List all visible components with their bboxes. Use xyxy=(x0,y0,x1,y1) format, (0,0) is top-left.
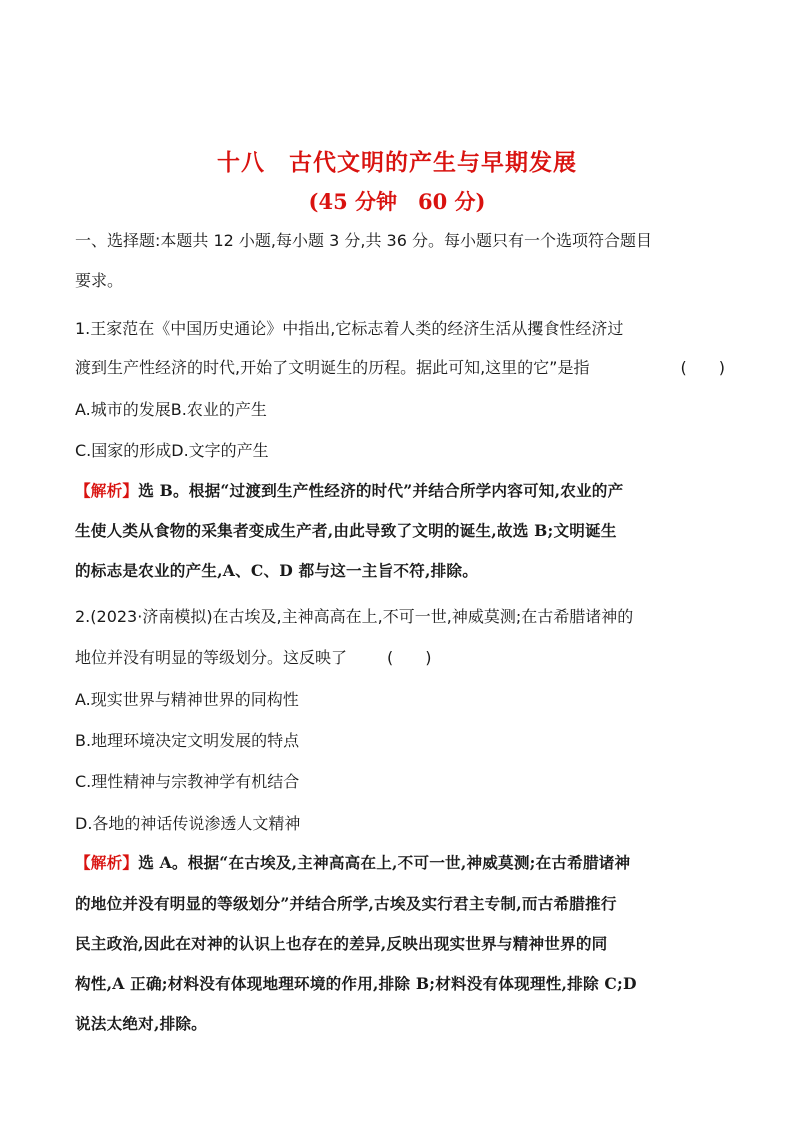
section-instruction-line-2: 要求。 xyxy=(75,271,124,290)
page-subtitle: (45 分钟 60 分) xyxy=(308,189,486,214)
question-2-stem-line-1: 2.(2023·济南模拟)在古埃及,主神高高在上,不可一世,神威莫测;在古希腊诸神的 xyxy=(75,607,634,626)
question-2-option-a: A.现实世界与精神世界的同构性 xyxy=(75,690,299,709)
question-1-options-line-1: A.城市的发展B.农业的产生 xyxy=(75,400,267,419)
question-1-stem-line-2 xyxy=(75,357,725,379)
question-1-stem-line-1: 1.王家范在《中国历史通论》中指出,它标志着人类的经济生活从攫食性经济过 xyxy=(75,319,624,338)
question-2-answer-bracket: ( ) xyxy=(387,648,432,667)
question-1-analysis-line-1 xyxy=(75,480,725,502)
question-1-options-line-2: C.国家的形成D.文字的产生 xyxy=(75,441,269,460)
analysis-tag: 【解析】 xyxy=(75,481,139,500)
analysis-tag: 【解析】 xyxy=(75,853,139,872)
question-2-analysis-line-4: 构性,A 正确;材料没有体现地理环境的作用,排除 B;材料没有体现理性,排除 C;D xyxy=(75,974,637,993)
question-2-analysis-line-1 xyxy=(75,852,725,874)
question-2-option-d: D.各地的神话传说渗透人文精神 xyxy=(75,814,301,833)
question-2-analysis-line-2: 的地位并没有明显的等级划分”并结合所学,古埃及实行君主专制,而古希腊推行 xyxy=(75,894,617,913)
question-2-analysis-line-3: 民主政治,因此在对神的认识上也存在的差异,反映出现实世界与精神世界的同 xyxy=(75,934,608,953)
question-1-analysis-line-3: 的标志是农业的产生,A、C、D 都与这一主旨不符,排除。 xyxy=(75,561,478,580)
question-2-analysis-text: 选 A。根据“在古埃及,主神高高在上,不可一世,神威莫测;在古希腊诸神 xyxy=(138,853,631,872)
question-2-stem-line-2 xyxy=(75,647,725,669)
question-1-analysis-line-2: 生使人类从食物的采集者变成生产者,由此导致了文明的诞生,故选 B;文明诞生 xyxy=(75,521,617,540)
question-2-stem-text: 地位并没有明显的等级划分。这反映了 xyxy=(75,648,348,667)
section-instruction-line-1: 一、选择题:本题共 12 小题,每小题 3 分,共 36 分。每小题只有一个选项符合题目 xyxy=(75,231,652,250)
question-1-stem-text: 渡到生产性经济的时代,开始了文明诞生的历程。据此可知,这里的它”是指 xyxy=(75,358,590,377)
question-2-analysis-line-5: 说法太绝对,排除。 xyxy=(75,1014,207,1033)
question-2-option-c: C.理性精神与宗教神学有机结合 xyxy=(75,772,300,791)
page-title: 十八 古代文明的产生与早期发展 xyxy=(217,150,577,176)
question-2-option-b: B.地理环境决定文明发展的特点 xyxy=(75,731,300,750)
question-1-analysis-text: 选 B。根据“过渡到生产性经济的时代”并结合所学内容可知,农业的产 xyxy=(138,481,624,500)
question-1-answer-bracket: ( ) xyxy=(680,358,725,377)
